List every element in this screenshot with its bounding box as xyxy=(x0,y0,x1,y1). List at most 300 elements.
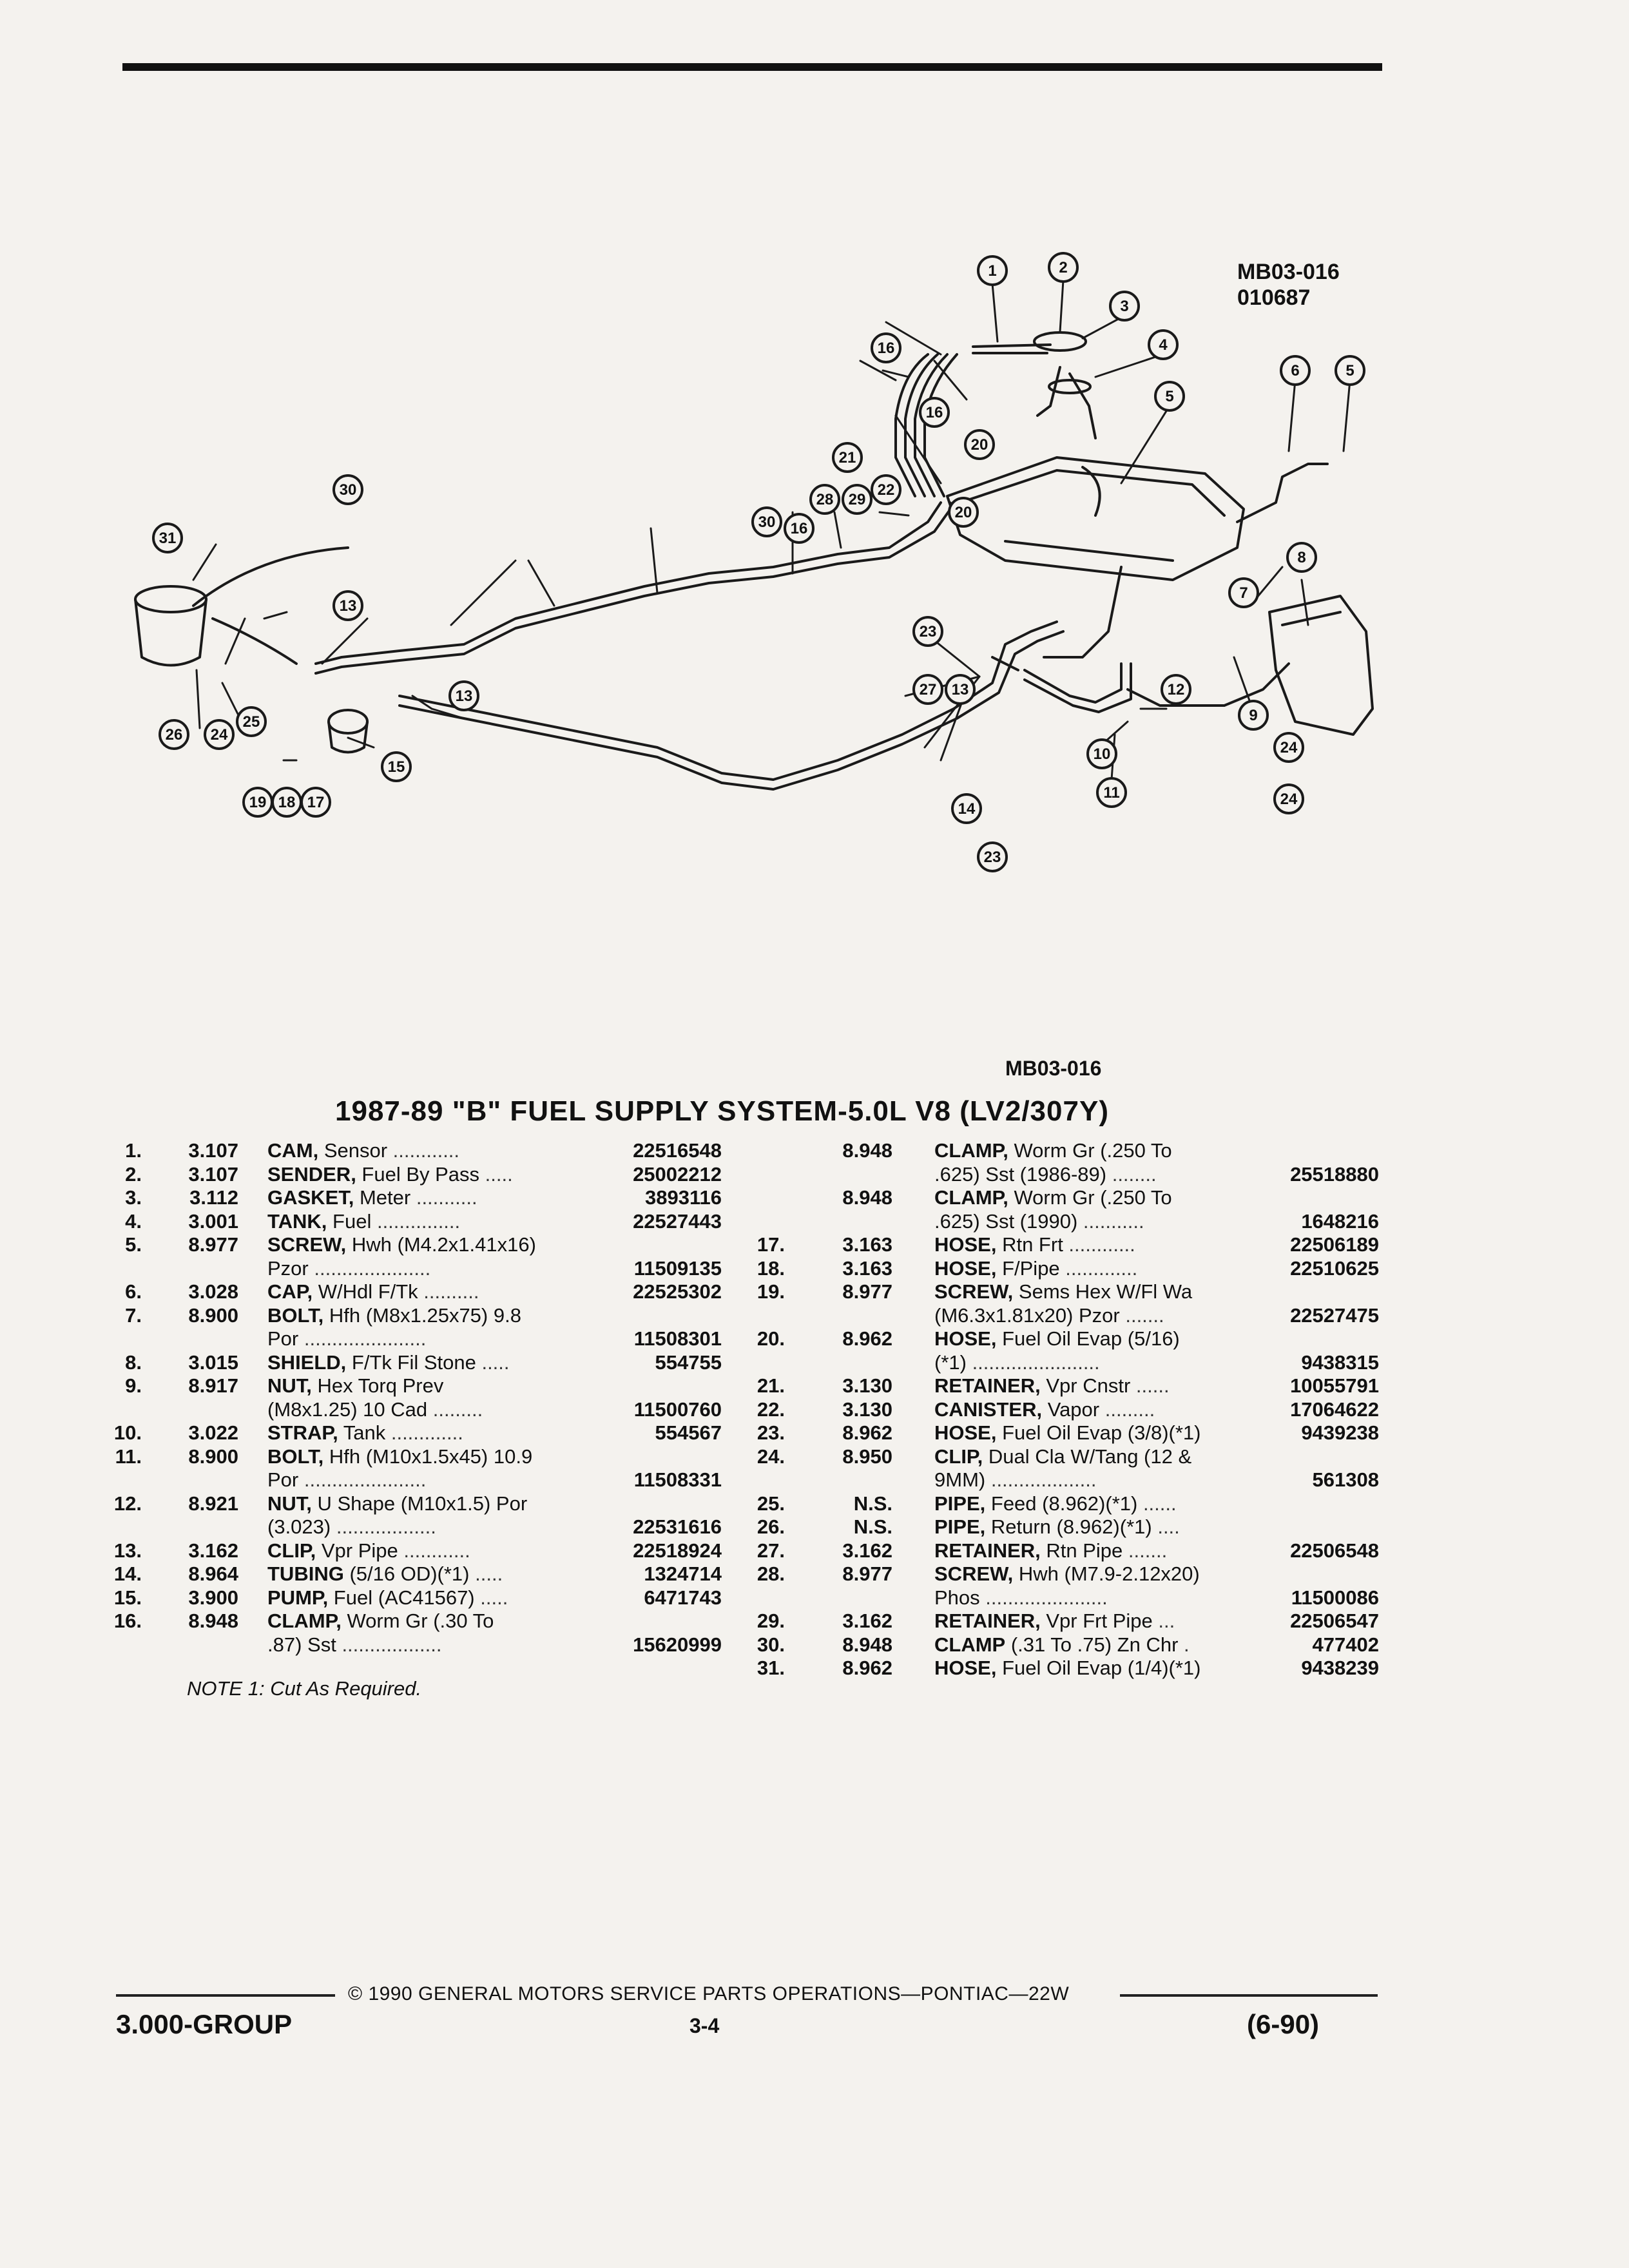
part-catalog-number: 17064622 xyxy=(1290,1398,1379,1421)
part-number-index: 21. xyxy=(757,1374,785,1397)
part-name: SENDER, xyxy=(267,1162,356,1186)
part-name: CAP, xyxy=(267,1280,313,1303)
part-row xyxy=(747,1445,1379,1469)
part-number-index: 24. xyxy=(757,1445,785,1468)
part-group-code: 3.022 xyxy=(188,1421,238,1444)
callout-number: 13 xyxy=(951,681,969,698)
footer-group: 3.000-GROUP xyxy=(116,2009,293,2039)
callout-number: 23 xyxy=(919,623,937,640)
part-name: HOSE, xyxy=(934,1256,997,1280)
part-catalog-number: 22527443 xyxy=(633,1209,722,1233)
part-row xyxy=(747,1398,1379,1422)
callout-number: 20 xyxy=(954,504,972,521)
part-description xyxy=(934,1445,1191,1469)
part-catalog-number: 9439238 xyxy=(1301,1421,1379,1444)
part-number-index: 15. xyxy=(113,1586,142,1609)
part-detail: Fuel Oil Evap (3/8)(*1) xyxy=(996,1421,1201,1444)
part-row xyxy=(747,1139,1379,1163)
part-name: RETAINER, xyxy=(934,1539,1041,1562)
callout-number: 11 xyxy=(1103,784,1120,802)
part-row xyxy=(103,1610,722,1633)
part-group-code: 8.977 xyxy=(842,1280,892,1303)
part-number-index: 20. xyxy=(757,1327,785,1350)
part-group-code: 3.107 xyxy=(188,1162,238,1186)
part-group-code: 8.962 xyxy=(842,1421,892,1444)
part-number-index: 6. xyxy=(125,1280,142,1303)
part-description xyxy=(934,1280,1192,1304)
part-number-index: 1. xyxy=(125,1139,142,1162)
part-detail: Sems Hex W/Fl Wa xyxy=(1013,1280,1193,1303)
part-group-code: 8.948 xyxy=(842,1186,892,1209)
part-description xyxy=(934,1257,1137,1281)
part-number-index: 4. xyxy=(125,1209,142,1233)
part-name: CLIP, xyxy=(934,1445,983,1468)
part-detail: Fuel Oil Evap (5/16) xyxy=(996,1327,1180,1350)
part-row xyxy=(747,1327,1379,1351)
leader-dots: ....... xyxy=(1119,1303,1164,1327)
leader-dots: ............ xyxy=(398,1539,470,1562)
heat-shield-drawing xyxy=(1269,596,1373,735)
part-row xyxy=(103,1280,722,1304)
part-number-index: 11. xyxy=(115,1445,142,1468)
part-description xyxy=(934,1186,1172,1210)
part-detail: Por xyxy=(267,1468,299,1491)
part-catalog-number: 3893116 xyxy=(645,1186,722,1209)
part-group-code: 3.163 xyxy=(842,1256,892,1280)
part-catalog-number: 22506548 xyxy=(1290,1539,1379,1562)
part-detail: Worm Gr (.30 To xyxy=(341,1610,494,1632)
part-detail: Hfh (M10x1.5x45) 10.9 xyxy=(323,1445,533,1468)
leader-dots: ........... xyxy=(1077,1209,1144,1233)
callout-number: 16 xyxy=(790,520,808,537)
part-number-index: 27. xyxy=(757,1539,785,1562)
part-name: CANISTER, xyxy=(934,1398,1043,1421)
part-catalog-number: 11508301 xyxy=(633,1327,722,1350)
part-row xyxy=(103,1468,722,1492)
leader-dots: ..... xyxy=(476,1350,510,1374)
part-row xyxy=(747,1586,1379,1610)
footer-rule-right xyxy=(1120,1994,1378,1997)
part-row xyxy=(103,1327,722,1351)
part-number-index: 14. xyxy=(113,1562,142,1585)
callout-number: 10 xyxy=(1093,745,1111,763)
part-detail: Fuel Oil Evap (1/4)(*1) xyxy=(996,1657,1201,1679)
part-number-index: 5. xyxy=(125,1233,142,1256)
part-name: PIPE, xyxy=(934,1515,986,1538)
part-number-index: 18. xyxy=(757,1256,785,1280)
part-catalog-number: 6471743 xyxy=(644,1586,722,1609)
leader-dots: ..................... xyxy=(308,1256,431,1280)
part-detail: .625) Sst (1990) xyxy=(934,1209,1078,1233)
fuel-lines-drawing xyxy=(316,503,1131,789)
part-catalog-number: 22510625 xyxy=(1290,1256,1379,1280)
part-catalog-number: 554567 xyxy=(655,1421,722,1444)
part-row xyxy=(103,1492,722,1516)
part-detail: Hfh (M8x1.25x75) 9.8 xyxy=(323,1303,521,1327)
page-title: 1987-89 "B" FUEL SUPPLY SYSTEM-5.0L V8 (LV2/307Y) xyxy=(335,1095,1109,1127)
leader-dots: ......... xyxy=(427,1398,483,1421)
part-name: PUMP, xyxy=(267,1586,329,1609)
leader-dots: ............ xyxy=(387,1139,460,1162)
callout-number: 22 xyxy=(877,481,895,499)
part-description xyxy=(934,1233,1135,1257)
callout-number: 12 xyxy=(1167,681,1185,698)
part-group-code: 3.163 xyxy=(842,1233,892,1256)
part-detail: Dual Cla W/Tang (12 & xyxy=(983,1445,1192,1468)
callout-number: 18 xyxy=(278,794,296,811)
part-detail: (*1) xyxy=(934,1350,967,1374)
part-row xyxy=(103,1257,722,1281)
part-name: RETAINER, xyxy=(934,1374,1041,1397)
part-detail: Hex Torq Prev xyxy=(311,1374,444,1397)
leader-dots: ............. xyxy=(385,1421,463,1444)
part-number-index: 16. xyxy=(113,1610,142,1632)
part-description xyxy=(267,1445,532,1469)
part-detail: Hwh (M4.2x1.41x16) xyxy=(346,1233,536,1256)
fuel-system-diagram xyxy=(129,245,1392,889)
leader-dots: ..... xyxy=(469,1562,503,1585)
part-catalog-number: 1324714 xyxy=(644,1562,722,1585)
part-description xyxy=(267,1610,494,1633)
part-description xyxy=(267,1421,463,1445)
callout-number: 25 xyxy=(242,713,260,731)
part-number-index: 30. xyxy=(757,1633,785,1656)
part-detail: Rtn Pipe xyxy=(1040,1539,1123,1562)
part-name: SHIELD, xyxy=(267,1350,347,1374)
part-description xyxy=(267,1562,503,1586)
part-description xyxy=(934,1421,1200,1445)
part-name: SCREW, xyxy=(267,1233,347,1256)
part-detail: Return (8.962)(*1) xyxy=(985,1515,1152,1538)
part-group-code: 3.001 xyxy=(188,1209,238,1233)
part-description xyxy=(934,1210,1144,1234)
callout-number: 6 xyxy=(1291,362,1300,380)
callout-number: 20 xyxy=(970,436,988,454)
callout-number: 9 xyxy=(1249,707,1258,724)
part-group-code: 3.162 xyxy=(842,1610,892,1632)
part-description xyxy=(267,1186,477,1210)
part-detail: F/Pipe xyxy=(996,1256,1060,1280)
leader-dots: ..... xyxy=(474,1586,508,1609)
part-description xyxy=(934,1492,1177,1516)
part-row xyxy=(103,1515,722,1539)
part-catalog-number: 22518924 xyxy=(633,1539,722,1562)
part-row xyxy=(747,1657,1379,1680)
part-detail: Worm Gr (.250 To xyxy=(1008,1139,1172,1162)
part-catalog-number: 10055791 xyxy=(1290,1374,1379,1397)
part-number-index: 3. xyxy=(125,1186,142,1209)
leader-dots: ... xyxy=(1152,1610,1175,1632)
part-detail: F/Tk Fil Stone xyxy=(346,1350,476,1374)
part-detail: Vpr Cnstr xyxy=(1040,1374,1131,1397)
parts-list-left xyxy=(103,1139,722,1657)
callout-number: 16 xyxy=(925,404,943,421)
part-description xyxy=(267,1374,443,1398)
part-description xyxy=(267,1468,426,1492)
part-detail: Hwh (M7.9-2.12x20) xyxy=(1013,1562,1200,1585)
part-row xyxy=(747,1280,1379,1304)
part-catalog-number: 11500760 xyxy=(633,1398,722,1421)
part-detail: (M8x1.25) 10 Cad xyxy=(267,1398,428,1421)
leader-dots: ......... xyxy=(1099,1398,1155,1421)
part-group-code: 3.015 xyxy=(188,1350,238,1374)
part-name: BOLT, xyxy=(267,1445,324,1468)
part-group-code: 8.962 xyxy=(842,1657,892,1679)
part-number-index: 7. xyxy=(125,1303,142,1327)
callout-number: 24 xyxy=(1280,739,1298,756)
part-description xyxy=(267,1492,527,1516)
callout-number: 21 xyxy=(838,449,856,466)
part-catalog-number: 9438315 xyxy=(1301,1350,1379,1374)
part-description xyxy=(934,1633,1190,1657)
part-catalog-number: 1648216 xyxy=(1301,1209,1379,1233)
part-group-code: 8.948 xyxy=(188,1610,238,1632)
part-group-code: 8.917 xyxy=(188,1374,238,1397)
leader-dots: ............... xyxy=(371,1209,461,1233)
part-description xyxy=(267,1139,459,1163)
part-detail: U Shape (M10x1.5) Por xyxy=(311,1492,528,1515)
part-group-code: 3.162 xyxy=(188,1539,238,1562)
part-catalog-number: 22527475 xyxy=(1290,1303,1379,1327)
part-row xyxy=(103,1562,722,1586)
part-group-code: 8.962 xyxy=(842,1327,892,1350)
part-row xyxy=(747,1468,1379,1492)
part-description xyxy=(934,1327,1180,1351)
part-row xyxy=(747,1515,1379,1539)
part-row xyxy=(103,1539,722,1563)
part-name: NUT, xyxy=(267,1374,312,1397)
part-detail: Pzor xyxy=(267,1256,309,1280)
callout-number: 19 xyxy=(249,794,267,811)
part-group-code: 8.921 xyxy=(188,1492,238,1515)
part-name: SCREW, xyxy=(934,1562,1014,1585)
part-row xyxy=(103,1351,722,1375)
callout-number: 27 xyxy=(919,681,937,698)
part-description xyxy=(267,1304,521,1328)
part-row xyxy=(747,1633,1379,1657)
part-name: CLIP, xyxy=(267,1539,316,1562)
part-name: HOSE, xyxy=(934,1327,997,1350)
part-detail: (M6.3x1.81x20) Pzor xyxy=(934,1303,1120,1327)
part-number-index: 22. xyxy=(757,1398,785,1421)
part-name: GASKET, xyxy=(267,1186,354,1209)
leader-dots: ..... xyxy=(479,1162,513,1186)
part-description xyxy=(934,1657,1200,1680)
part-row xyxy=(103,1398,722,1422)
part-row xyxy=(747,1374,1379,1398)
part-detail: 9MM) xyxy=(934,1468,986,1491)
part-description xyxy=(934,1374,1170,1398)
part-catalog-number: 25002212 xyxy=(633,1162,722,1186)
part-detail: Phos xyxy=(934,1586,980,1609)
part-detail: .625) Sst (1986-89) xyxy=(934,1162,1107,1186)
part-description xyxy=(267,1233,536,1257)
leader-dots: ....................... xyxy=(966,1350,1100,1374)
part-catalog-number: 22525302 xyxy=(633,1280,722,1303)
part-name: CLAMP, xyxy=(934,1186,1008,1209)
part-group-code: 8.977 xyxy=(188,1233,238,1256)
part-number-index: 2. xyxy=(125,1162,142,1186)
leader-dots: .................. xyxy=(336,1633,442,1656)
part-catalog-number: 25518880 xyxy=(1290,1162,1379,1186)
part-detail: Por xyxy=(267,1327,299,1350)
part-name: CAM, xyxy=(267,1139,319,1162)
part-number-index: 19. xyxy=(757,1280,785,1303)
part-number-index: 10. xyxy=(113,1421,142,1444)
part-name: CLAMP xyxy=(934,1633,1006,1656)
leader-dots: ............ xyxy=(1063,1233,1135,1256)
copyright-line: © 1990 GENERAL MOTORS SERVICE PARTS OPERATIONS—PONTIAC—22W xyxy=(348,1983,1070,2004)
part-catalog-number: 11500086 xyxy=(1291,1586,1379,1609)
part-description xyxy=(934,1586,1108,1610)
part-row xyxy=(103,1163,722,1187)
callout-number: 29 xyxy=(848,491,866,508)
callout-number: 5 xyxy=(1345,362,1354,380)
callout-number: 1 xyxy=(988,262,997,280)
part-group-code: 3.028 xyxy=(188,1280,238,1303)
part-row xyxy=(747,1233,1379,1257)
part-description xyxy=(267,1257,430,1281)
part-name: TUBING xyxy=(267,1562,344,1585)
fuel-sender-drawing xyxy=(973,332,1095,438)
leader-dots: ...... xyxy=(1137,1492,1177,1515)
part-detail: (5/16 OD)(*1) xyxy=(343,1562,470,1585)
part-description xyxy=(934,1562,1200,1586)
part-name: RETAINER, xyxy=(934,1610,1041,1632)
part-description xyxy=(267,1210,460,1234)
part-description xyxy=(267,1351,510,1375)
part-description xyxy=(934,1468,1096,1492)
part-catalog-number: 561308 xyxy=(1312,1468,1379,1491)
leader-dots: ............. xyxy=(1059,1256,1138,1280)
part-description xyxy=(934,1351,1100,1375)
part-group-code: 8.964 xyxy=(188,1562,238,1585)
part-catalog-number: 554755 xyxy=(655,1350,722,1374)
callout-number: 7 xyxy=(1239,584,1248,602)
part-row xyxy=(103,1304,722,1328)
part-group-code: 3.107 xyxy=(188,1139,238,1162)
part-group-code: 8.900 xyxy=(188,1303,238,1327)
part-catalog-number: 22531616 xyxy=(633,1515,722,1538)
part-group-code: 3.130 xyxy=(842,1398,892,1421)
figure-caption: MB03-016 xyxy=(1005,1057,1102,1080)
part-row xyxy=(103,1445,722,1469)
page-number: 3-4 xyxy=(689,2014,720,2037)
part-row xyxy=(103,1374,722,1398)
part-description xyxy=(267,1515,436,1539)
part-row xyxy=(747,1210,1379,1234)
part-group-code: 8.950 xyxy=(842,1445,892,1468)
fuel-pump-drawing xyxy=(329,710,367,753)
part-number-index: 29. xyxy=(757,1610,785,1632)
leader-dots: ...... xyxy=(1130,1374,1170,1397)
part-group-code: 8.900 xyxy=(188,1445,238,1468)
part-catalog-number: 477402 xyxy=(1312,1633,1379,1656)
part-detail: Vpr Frt Pipe xyxy=(1040,1610,1153,1632)
part-catalog-number: 9438239 xyxy=(1301,1657,1379,1679)
footer-date: (6-90) xyxy=(1247,2009,1320,2039)
part-detail: Sensor xyxy=(318,1139,388,1162)
leader-dots: ....... xyxy=(1123,1539,1168,1562)
part-row xyxy=(747,1492,1379,1516)
part-name: PIPE, xyxy=(934,1492,986,1515)
part-catalog-number: 22516548 xyxy=(633,1139,722,1162)
part-catalog-number: 22506189 xyxy=(1290,1233,1379,1256)
part-description xyxy=(934,1163,1157,1187)
callout-number: 30 xyxy=(339,481,357,499)
part-description xyxy=(267,1280,479,1304)
part-name: BOLT, xyxy=(267,1303,324,1327)
part-description xyxy=(934,1610,1175,1633)
part-description xyxy=(267,1398,483,1422)
part-description xyxy=(267,1633,441,1657)
part-number-index: 12. xyxy=(113,1492,142,1515)
part-number-index: 26. xyxy=(757,1515,785,1538)
callout-number: 2 xyxy=(1059,259,1068,276)
part-catalog-number: 22506547 xyxy=(1290,1610,1379,1632)
part-detail: Rtn Frt xyxy=(996,1233,1063,1256)
part-detail: (.31 To .75) Zn Chr xyxy=(1005,1633,1179,1656)
part-detail: Worm Gr (.250 To xyxy=(1008,1186,1172,1209)
part-detail: Feed (8.962)(*1) xyxy=(985,1492,1138,1515)
callout-number: 16 xyxy=(877,340,895,357)
figure-id-line2: 010687 xyxy=(1237,285,1311,310)
part-row xyxy=(103,1586,722,1610)
part-name: HOSE, xyxy=(934,1657,997,1679)
part-detail: Tank xyxy=(338,1421,386,1444)
part-group-code: N.S. xyxy=(853,1515,892,1538)
part-name: TANK, xyxy=(267,1209,327,1233)
callout-number: 24 xyxy=(210,726,228,744)
canister-drawing xyxy=(135,548,348,666)
callout-number: 28 xyxy=(816,491,834,508)
part-detail: Vapor xyxy=(1042,1398,1100,1421)
part-group-code: 8.948 xyxy=(842,1633,892,1656)
part-catalog-number: 15620999 xyxy=(633,1633,722,1656)
part-row xyxy=(103,1421,722,1445)
callout-number: 30 xyxy=(758,514,776,531)
callout-number: 14 xyxy=(958,800,976,818)
callout-number: 4 xyxy=(1159,336,1168,354)
part-detail: Fuel xyxy=(327,1209,372,1233)
callout-number: 23 xyxy=(983,849,1001,866)
part-catalog-number: 11508331 xyxy=(633,1468,722,1491)
part-row xyxy=(747,1163,1379,1187)
callout-number: 8 xyxy=(1297,549,1306,566)
callout-number: 24 xyxy=(1280,791,1298,808)
part-number-index: 17. xyxy=(757,1233,785,1256)
callout-number: 5 xyxy=(1165,388,1174,405)
part-row xyxy=(747,1610,1379,1633)
leader-dots: ................... xyxy=(985,1468,1097,1491)
part-detail: .87) Sst xyxy=(267,1633,336,1656)
part-name: CLAMP, xyxy=(267,1610,342,1632)
top-rule xyxy=(122,63,1382,71)
callout-number: 13 xyxy=(339,597,357,615)
part-group-code: N.S. xyxy=(853,1492,892,1515)
footer-rule-left xyxy=(116,1994,335,1997)
part-description xyxy=(934,1398,1155,1422)
part-row xyxy=(747,1257,1379,1281)
part-row xyxy=(103,1139,722,1163)
part-row xyxy=(103,1233,722,1257)
leader-dots: ...................... xyxy=(298,1327,427,1350)
leader-dots: ...................... xyxy=(979,1586,1108,1609)
part-number-index: 28. xyxy=(757,1562,785,1585)
part-row xyxy=(747,1186,1379,1210)
part-row xyxy=(747,1304,1379,1328)
part-description xyxy=(267,1327,426,1351)
